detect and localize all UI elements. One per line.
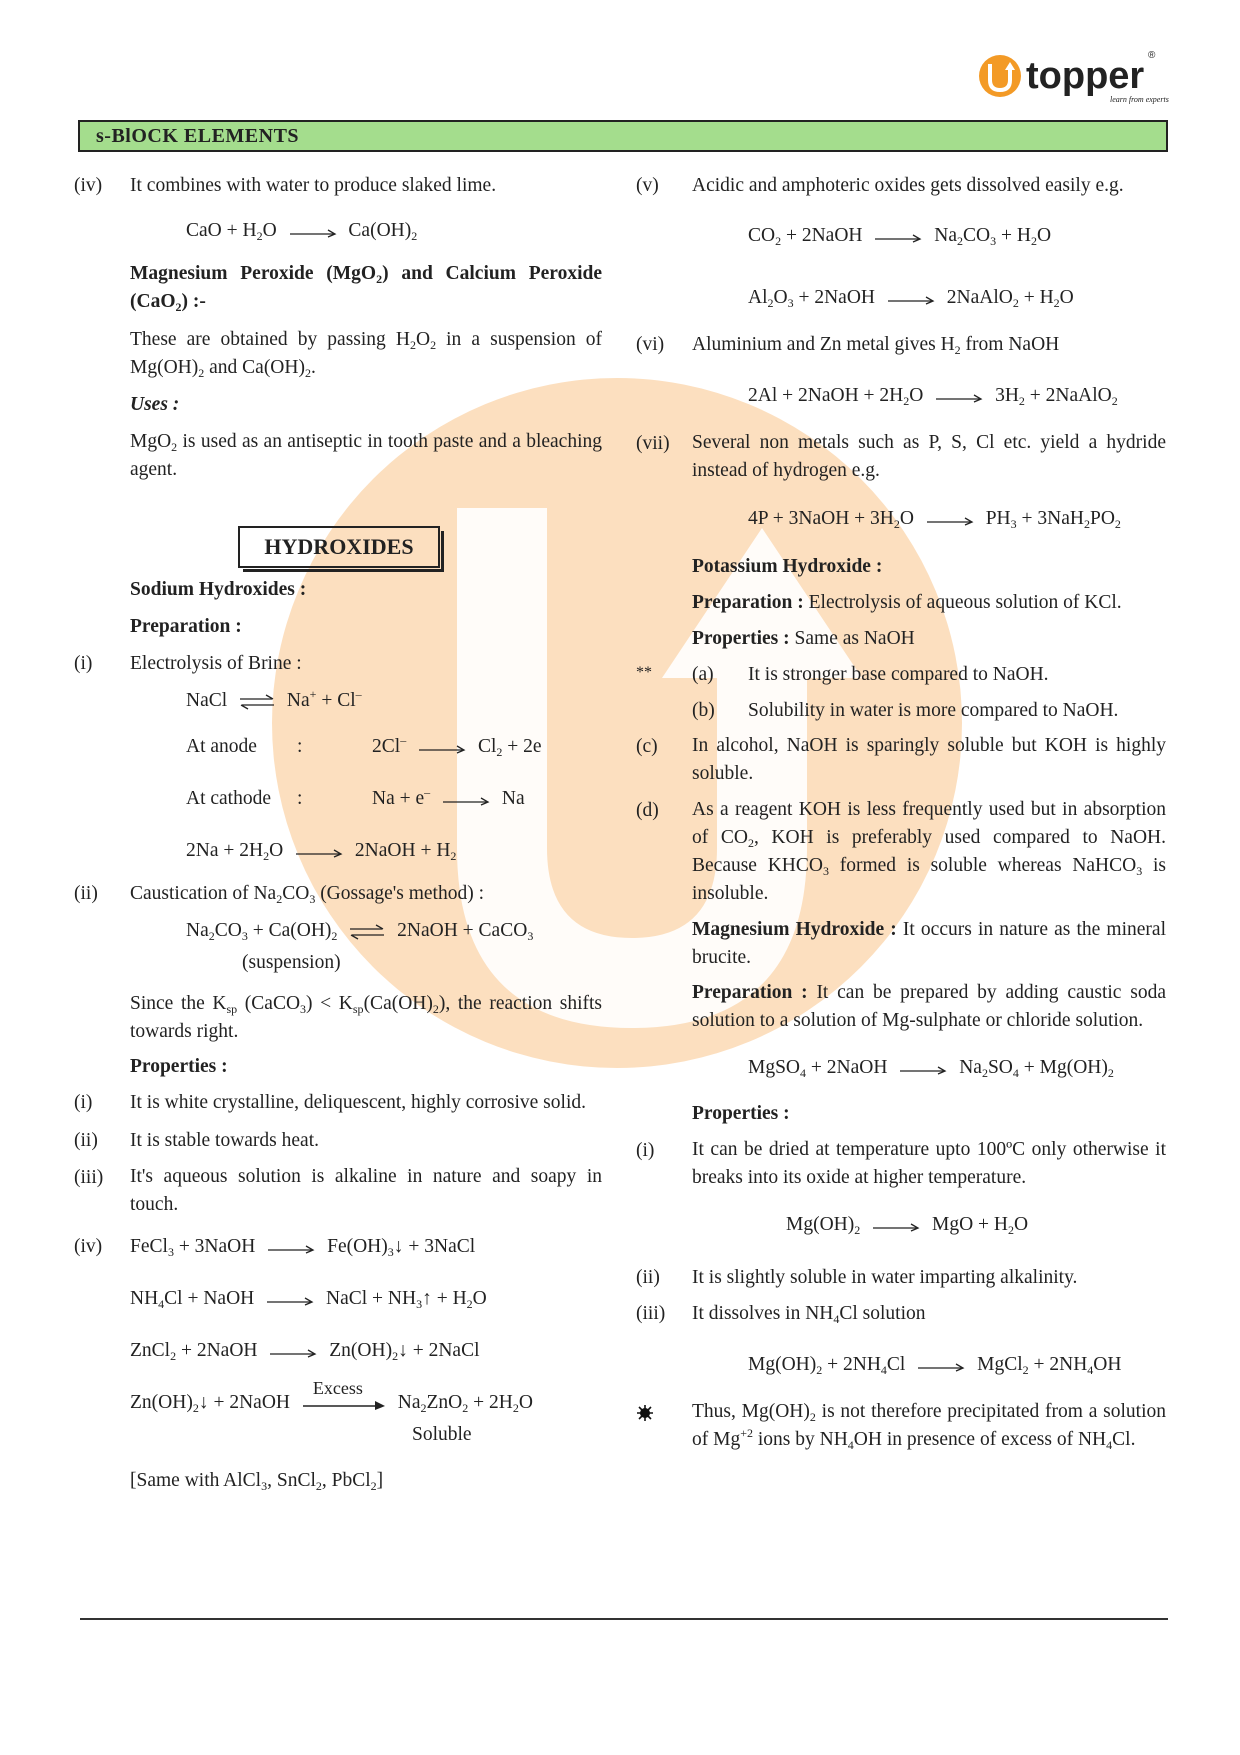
- item-marker: (iii): [636, 1303, 666, 1324]
- item-text: Solubility in water is more compared to NaOH.: [748, 700, 1119, 721]
- reaction-arrow-icon: [886, 292, 936, 306]
- since-text: Since the $K_{sp}$ (CaCO$_3$) < $K_{sp}(Ca(OH)_2)$, the reaction shifts towards right.: [130, 993, 603, 1042]
- koh-heading: Potassium Hydroxide :: [692, 556, 883, 577]
- item-marker: (ii): [74, 1130, 98, 1151]
- reaction-arrow-icon: [301, 1394, 387, 1414]
- uses-text: MgO$_2$ is used as an antiseptic in tooth paste and a bleaching agent.: [130, 431, 602, 480]
- item-marker: (v): [636, 175, 659, 196]
- item-marker: (i): [636, 1140, 655, 1161]
- equation-mg-nh4cl: $Mg(OH)_2 + 2NH_4Cl$ MgCl$_2$ + $2NH_4OH$: [748, 1354, 1122, 1377]
- item-text: It combines with water to produce slaked lime.: [130, 175, 497, 196]
- equation-caustication: $Na_2CO_3 + Ca(OH)_2$ 2NaOH + CaCO$_3$: [186, 920, 534, 943]
- svg-text:learn from experts: learn from experts: [1110, 95, 1169, 104]
- item-text: It can be dried at temperature upto 100ºC only otherwise it breaks into its oxide at higher temperature.: [692, 1139, 1166, 1188]
- properties-label: Properties :: [130, 1056, 228, 1077]
- soluble-label: Soluble: [412, 1424, 472, 1445]
- reaction-arrow-icon: [916, 1359, 966, 1373]
- item-marker: (iv): [74, 175, 103, 196]
- sodium-heading: Sodium Hydroxides :: [130, 579, 307, 600]
- chapter-header-bar: [78, 120, 1168, 152]
- item-text: Aluminium and Zn metal gives $H_2$ from NaOH: [692, 334, 1060, 357]
- equilibrium-arrow-icon: [238, 694, 276, 710]
- reaction-zinc-hydroxide: $Zn(OH)_2↓$ + 2NaOH Excess $Na_2ZnO_2 + 2H_2O$: [130, 1377, 533, 1415]
- reaction-arrow-icon: [898, 1062, 948, 1076]
- mg-properties-label: Properties :: [692, 1103, 790, 1124]
- reaction-arrow-icon: [268, 1345, 318, 1359]
- svg-text:®: ®: [1148, 50, 1156, 61]
- reaction-arrow-icon: [417, 741, 467, 755]
- anode-label: At anode: [186, 736, 257, 757]
- peroxide-text: These are obtained by passing $H_2O_2$ in a suspension of $Mg(OH)_2$ and $Ca(OH)_2$.: [130, 329, 603, 380]
- item-text: Caustication of $Na_2CO_3$ (Gossage's method) :: [130, 883, 485, 906]
- logo-brand: topper: [1026, 55, 1145, 97]
- item-marker: (i): [74, 1092, 93, 1113]
- prep-label: Preparation :: [130, 616, 242, 637]
- item-marker: (iv): [74, 1236, 103, 1257]
- equation-mg-dry: $Mg(OH)_2$ MgO + $H_2O$: [786, 1214, 1029, 1237]
- excess-label: Excess: [312, 1377, 363, 1398]
- equation-phosphorus: 4P + 3NaOH + $3H_2O$ $PH_3 + 3NaH_2PO_2$: [748, 508, 1121, 531]
- item-text: It's aqueous solution is alkaline in nature and soapy in touch.: [130, 1166, 602, 1215]
- reaction-arrow-icon: [294, 845, 344, 859]
- utopper-logo: [978, 48, 1178, 108]
- cathode-colon: :: [297, 788, 303, 809]
- mg-hydroxide-intro: Magnesium Hydroxide : It occurs in nature as the mineral brucite.: [692, 919, 1166, 968]
- item-text: As a reagent KOH is less frequently used but in absorption of $CO_2$, KOH is preferably used compared to NaOH. Because $KHCO_3$ formed is soluble whereas NaHCO$_3$ is insoluble.: [692, 799, 1167, 904]
- reaction-arrow-icon: [925, 513, 975, 527]
- item-marker: (c): [636, 736, 658, 757]
- equation-al2o3: $Al_2O_3$ + 2NaOH 2NaAlO$_2$ + $H_2O$: [748, 287, 1074, 310]
- reaction-zncl2: ZnCl$_2$ + 2NaOH $Zn(OH)_2↓$ + 2NaCl: [130, 1340, 480, 1363]
- equation-al-naoh: 2Al + 2NaOH + $2H_2O$ $3H_2$ + 2NaAlO$_2$: [748, 385, 1118, 408]
- suspension-label: (suspension): [242, 952, 341, 973]
- item-text: It dissolves in $NH_4Cl$ solution: [692, 1303, 926, 1326]
- uses-label: Uses :: [130, 394, 180, 415]
- item-text: It is stable towards heat.: [130, 1130, 319, 1151]
- item-marker: (d): [636, 800, 659, 821]
- equation-mgso4: MgSO$_4$ + 2NaOH $Na_2SO_4 + Mg(OH)_2$: [748, 1057, 1114, 1080]
- item-text: Several non metals such as P, S, Cl etc. yield a hydride instead of hydrogen e.g.: [692, 432, 1166, 481]
- anode-equation: 2Cl– $Cl_2 + 2e$: [372, 733, 542, 759]
- mg-hydroxide-prep: Preparation : It can be prepared by adding caustic soda solution to a solution of Mg-sulphate or chloride solution.: [692, 982, 1166, 1031]
- hydroxides-title: HYDROXIDES: [238, 526, 440, 568]
- item-marker: (i): [74, 653, 93, 674]
- reaction-arrow-icon: [266, 1241, 316, 1255]
- reaction-arrow-icon: [873, 230, 923, 244]
- stars-marker: **: [636, 664, 652, 681]
- item-marker: (vii): [636, 433, 670, 454]
- item-text: It is stronger base compared to NaOH.: [748, 664, 1049, 685]
- item-marker: (iii): [74, 1167, 104, 1188]
- equation-co2: $CO_2$ + 2NaOH $Na_2CO_3 + H_2O$: [748, 225, 1052, 248]
- equation-nacl: NaCl Na+ + Cl–: [186, 687, 362, 711]
- equation-cao: CaO + $H_2O$ $Ca(OH)_2$: [186, 220, 418, 243]
- reaction-arrow-icon: [441, 793, 491, 807]
- item-text: It is slightly soluble in water imparting alkalinity.: [692, 1267, 1078, 1288]
- reaction-arrow-icon: [265, 1293, 315, 1307]
- item-marker: (vi): [636, 334, 665, 355]
- cathode-equation: Na + e– Na: [372, 785, 525, 809]
- chapter-title: s-BlOCK ELEMENTS: [96, 125, 300, 147]
- item-text: Acidic and amphoteric oxides gets dissolved easily e.g.: [692, 175, 1124, 196]
- cathode-label: At cathode: [186, 788, 272, 809]
- item-text: It is white crystalline, deliquescent, highly corrosive solid.: [130, 1092, 586, 1113]
- thus-text: Thus, $Mg(OH)_2$ is not therefore precipitated from a solution of $Mg^{+2}$ ions by $NH_4OH$ in presence of excess of $NH_4Cl$.: [692, 1401, 1166, 1452]
- reaction-arrow-icon: [871, 1219, 921, 1233]
- reaction-arrow-icon: [934, 390, 984, 404]
- reaction-fecl3: FeCl$_3$ + 3NaOH $Fe(OH)_3↓$ + 3NaCl: [130, 1236, 476, 1259]
- peroxide-heading: Magnesium Peroxide (MgO$_2$) and Calcium Peroxide (CaO$_2$) :-: [130, 263, 602, 314]
- item-text: In alcohol, NaOH is sparingly soluble but KOH is highly soluble.: [692, 735, 1166, 784]
- burst-bullet-icon: [637, 1405, 653, 1421]
- same-with-note: [Same with AlCl$_3$, SnCl$_2$, PbCl$_2$]: [130, 1470, 384, 1493]
- item-marker: (a): [692, 664, 714, 685]
- reaction-arrow-icon: [288, 225, 338, 239]
- koh-prep: Preparation : Electrolysis of aqueous solution of KCl.: [692, 592, 1122, 613]
- item-marker: (ii): [636, 1267, 660, 1288]
- equilibrium-arrow-icon: [348, 924, 386, 940]
- item-marker: (b): [692, 700, 715, 721]
- item-marker: (ii): [74, 883, 98, 904]
- reaction-nh4cl: $NH_4Cl$ + NaOH NaCl + $NH_3↑ + H_2O$: [130, 1288, 487, 1311]
- anode-colon: :: [297, 736, 303, 757]
- equation-na-water: $2Na + 2H_2O$ 2NaOH + $H_2$: [186, 840, 457, 863]
- footer-divider: [80, 1618, 1168, 1620]
- item-text: Electrolysis of Brine :: [130, 653, 302, 674]
- koh-properties: Properties : Same as NaOH: [692, 628, 915, 649]
